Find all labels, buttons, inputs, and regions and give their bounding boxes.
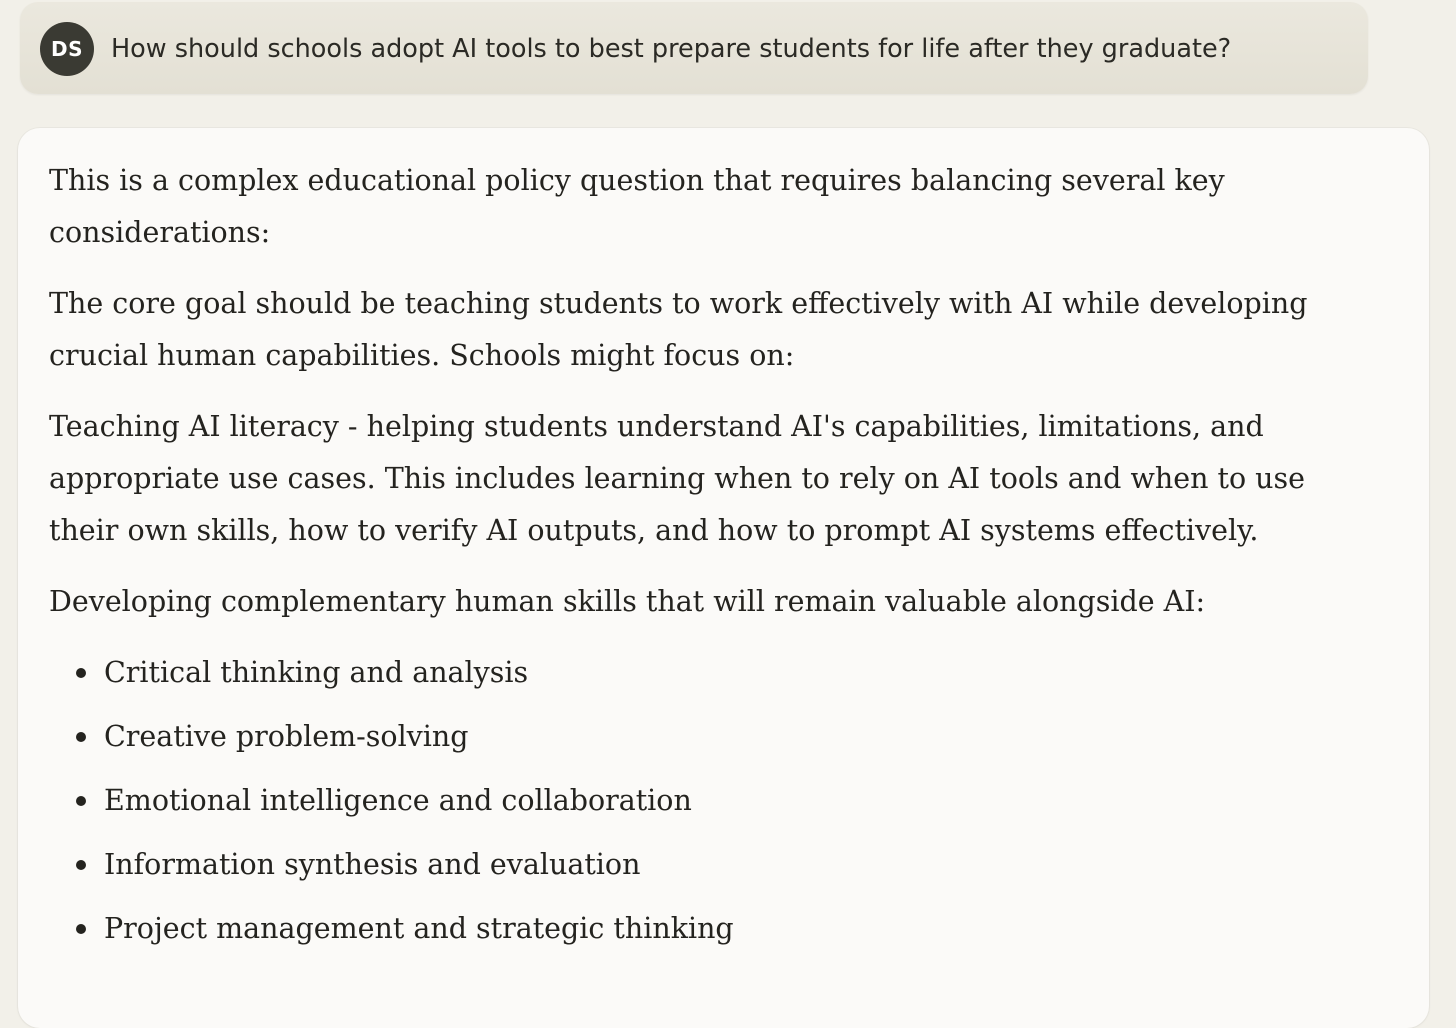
- paragraph-line: their own skills, how to verify AI outputs, and how to prompt AI systems effectively.: [49, 514, 1259, 547]
- bullet-icon: [76, 668, 86, 678]
- response-paragraph: [49, 278, 1379, 382]
- paragraph-line: This is a complex educational policy question that requires balancing several key: [49, 164, 1225, 197]
- bullet-icon: [76, 796, 86, 806]
- bullet-icon: [76, 860, 86, 870]
- user-avatar[interactable]: DS: [40, 22, 94, 76]
- list-item-text: Project management and strategic thinking: [104, 912, 734, 945]
- bullet-icon: [76, 732, 86, 742]
- paragraph-line: appropriate use cases. This includes learning when to rely on AI tools and when to use: [49, 462, 1306, 495]
- list-item-text: Emotional intelligence and collaboration: [104, 784, 692, 817]
- list-item-text: Information synthesis and evaluation: [104, 848, 641, 881]
- skills-bullet-list: [49, 647, 1379, 967]
- list-item-text: Critical thinking and analysis: [104, 656, 529, 689]
- paragraph-line: The core goal should be teaching students to work effectively with AI while developing: [49, 287, 1308, 320]
- list-item-text: Creative problem-solving: [104, 720, 469, 753]
- list-item: [49, 775, 1379, 839]
- paragraph-line: Teaching AI literacy - helping students understand AI's capabilities, limitations, and: [49, 410, 1264, 443]
- list-item: [49, 903, 1379, 967]
- list-item: [49, 711, 1379, 775]
- response-paragraph: [49, 401, 1379, 557]
- bullet-icon: [76, 924, 86, 934]
- response-paragraph: [49, 576, 1379, 628]
- response-body: [49, 155, 1379, 967]
- list-item: [49, 839, 1379, 903]
- paragraph-line: Developing complementary human skills that will remain valuable alongside AI:: [49, 585, 1206, 618]
- list-item: [49, 647, 1379, 711]
- user-message-text: How should schools adopt AI tools to best prepare students for life after they graduate?: [111, 34, 1232, 64]
- response-paragraph: [49, 155, 1379, 259]
- user-message: [20, 2, 1368, 94]
- paragraph-line: considerations:: [49, 216, 271, 249]
- paragraph-line: crucial human capabilities. Schools might focus on:: [49, 339, 795, 372]
- assistant-response: [18, 128, 1429, 1028]
